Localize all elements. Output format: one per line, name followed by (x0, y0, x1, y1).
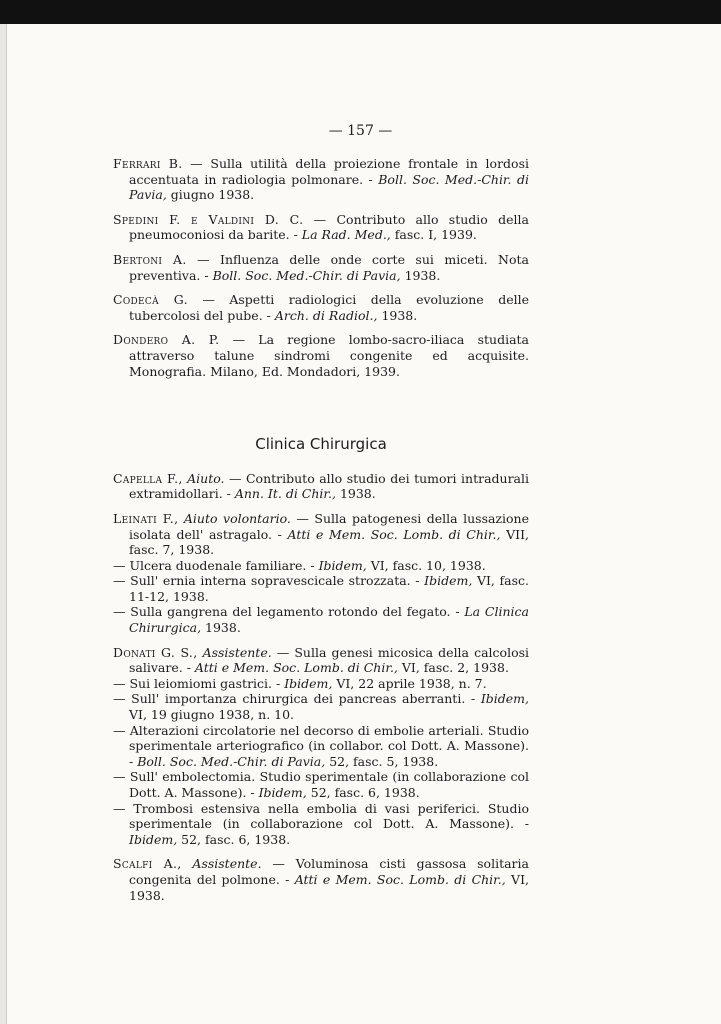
entry-author: Scalfi A., (113, 856, 182, 872)
entry-source: La Rad. Med., (301, 227, 391, 243)
entry-source: Ibidem, (480, 691, 529, 707)
entry-source: Ibidem, (318, 557, 367, 573)
entry-tail: giugno 1938. (166, 187, 255, 203)
entry-text: — Sui leiomiomi gastrici. - (113, 675, 285, 691)
entry-tail: VI, 22 aprile 1938, n. 7. (332, 675, 487, 691)
entry-text: — Sulla genesi micosica della calcolosi salivare. - (129, 644, 530, 676)
entry-text: — Trombosi estensiva nella embolia di vasi periferici. Studio sperimentale (in collaborazione col Dott. A. Massone). - (113, 800, 529, 832)
bib-subentry (113, 691, 529, 722)
entry-text: — Contributo allo studio della pneumoconiosi da barite. - (129, 211, 529, 243)
entry-tail: VI, fasc. 2, 1938. (397, 660, 509, 676)
entry-source: Boll. Soc. Med.-Chir. di Pavia, (129, 171, 529, 203)
bib-subentry (113, 769, 529, 800)
entry-text: — Aspetti radiologici della evoluzione delle tubercolosi del pube. - (129, 292, 529, 323)
bib-entry-dondero (113, 332, 529, 379)
entry-tail: 1938. (201, 620, 241, 636)
entry-text: — Contributo allo studio dei tumori intradurali extramidollari. - (129, 470, 529, 502)
entry-tail: VI, 19 giugno 1938, n. 10. (129, 707, 295, 723)
entry-source: Atti e Mem. Soc. Lomb. di Chir., (294, 871, 506, 887)
entry-role: Aiuto. (182, 470, 225, 486)
entry-source: La Clinica Chirurgica, (129, 604, 529, 636)
bib-entry-scalfi (113, 856, 529, 903)
entry-tail: 1938. (400, 267, 441, 283)
entry-tail: fasc. I, 1939. (390, 227, 477, 243)
bib-entry-leinati (113, 511, 529, 558)
bib-entry-capella (113, 471, 529, 502)
entry-tail: 1938. (377, 307, 418, 323)
entry-source: Ibidem, (424, 573, 473, 589)
entry-author: Bertoni A. (113, 251, 187, 267)
entry-tail: 52, fasc. 6, 1938. (177, 831, 291, 847)
entry-author: Donati G. S., (113, 644, 198, 660)
bibliography (113, 156, 529, 912)
entry-source: Atti e Mem. Soc. Lomb. di Chir., (287, 526, 501, 542)
entry-author: Leinati F., (113, 510, 179, 526)
entry-text: — Sulla gangrena del legamento rotondo del fegato. - (113, 604, 465, 620)
section-heading: Clinica Chirurgica (255, 435, 387, 454)
entry-text: — Alterazioni circolatorie nel decorso di embolie arteriali. Studio sperimentale arteriografico (in collabor. col Dott. A. Massone). - (113, 722, 529, 769)
bib-entry-ferrari (113, 156, 529, 203)
entry-tail: 52, fasc. 6, 1938. (306, 785, 420, 800)
entry-source: Ibidem, (284, 675, 333, 691)
entry-role: Aiuto volontario. (178, 510, 291, 526)
bib-subentry (113, 723, 529, 770)
entry-text: — La regione lombo-sacro-iliaca studiata attraverso talune sindromi congenite ed acquisite. Monografia. Milano, Ed. Mondadori, 1939. (129, 332, 529, 379)
bib-subentry (113, 604, 529, 635)
entry-source: Ibidem, (129, 831, 178, 847)
entry-author: Dondero A. P. (113, 332, 220, 348)
entry-text: — Sull' ernia interna sopravescicale strozzata. - (113, 573, 425, 589)
entry-tail: 1938. (335, 486, 376, 502)
page-number: — 157 — (328, 123, 393, 139)
bib-subentry (113, 676, 529, 692)
entry-author: Ferrari B. (113, 156, 183, 171)
entry-text: — Sull' importanza chirurgica dei pancreas aberranti. - (113, 691, 481, 707)
entry-tail: 52, fasc. 5, 1938. (325, 753, 439, 769)
entry-text: — Influenza delle onde corte sui miceti. Nota preventiva. - (129, 251, 529, 283)
entry-text: — Sulla patogenesi della lussazione isolata dell' astragalo. - (129, 510, 529, 542)
bib-entry-codeca (113, 292, 529, 323)
bib-subentry (113, 801, 529, 848)
bib-entry-spedini (113, 212, 529, 243)
entry-text: — Ulcera duodenale familiare. - (113, 557, 319, 573)
entry-source: Atti e Mem. Soc. Lomb. di Chir., (194, 660, 398, 676)
entry-source: Ann. It. di Chir., (234, 486, 336, 502)
bib-entry-bertoni (113, 252, 529, 283)
entry-tail: VI, fasc. 11-12, 1938. (129, 573, 529, 604)
entry-source: Arch. di Radiol., (274, 307, 378, 323)
entry-text: — Voluminosa cisti gassosa solitaria congenita del polmone. - (129, 856, 529, 887)
entry-role: Assistente. (181, 856, 262, 872)
entry-tail: VI, 1938. (129, 871, 529, 903)
entry-source: Boll. Soc. Med.-Chir. di Pavia, (212, 267, 401, 283)
bib-entry-donati (113, 645, 529, 676)
bib-subentry (113, 558, 529, 574)
entry-text: — Sull' embolectomia. Studio sperimentale (in collaborazione col Dott. A. Massone). - (113, 769, 529, 800)
entry-text: — Sulla utilità della proiezione frontale in lordosi accentuata in radiologia polmonare. - (129, 156, 529, 187)
entry-author: Capella F., (113, 470, 183, 486)
entry-role: Assistente. (197, 644, 272, 660)
bib-subentry (113, 573, 529, 604)
entry-source: Ibidem, (258, 785, 307, 800)
entry-author: Codecà G. (113, 292, 188, 308)
entry-source: Boll. Soc. Med.-Chir. di Pavia, (137, 753, 326, 769)
entry-tail: VII, fasc. 7, 1938. (129, 526, 529, 558)
entry-author: Spedini F. e Valdini D. C. (113, 211, 304, 227)
entry-tail: VI, fasc. 10, 1938. (366, 557, 486, 573)
